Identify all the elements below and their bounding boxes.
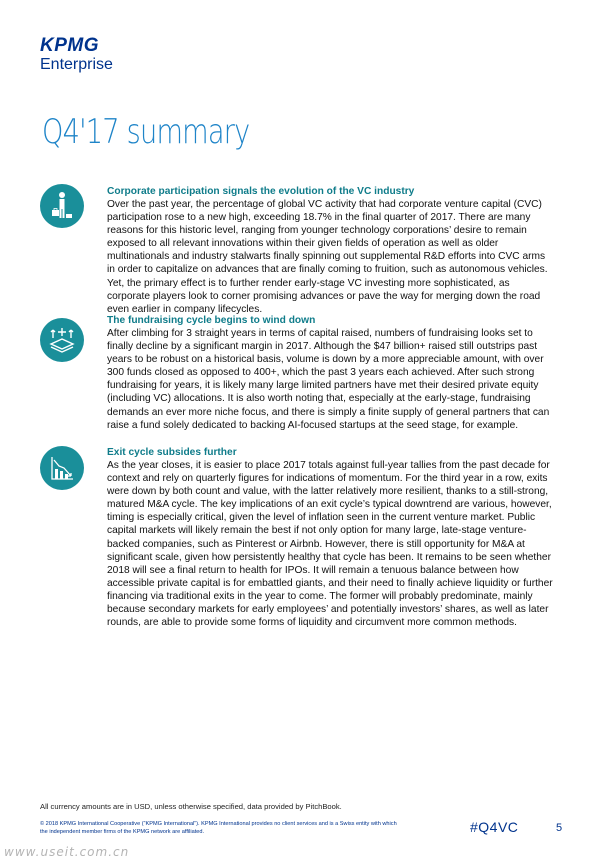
section-heading: Corporate participation signals the evolution of the VC industry	[107, 186, 415, 197]
money-stack-icon	[40, 318, 84, 362]
hashtag: #Q4VC	[470, 819, 519, 835]
page-number: 5	[556, 822, 563, 834]
declining-chart-icon	[40, 446, 84, 490]
section-heading: Exit cycle subsides further	[107, 447, 237, 458]
section-heading: The fundraising cycle begins to wind down	[107, 315, 316, 326]
logo-brand: KPMG	[40, 35, 99, 56]
section-corporate-participation	[107, 185, 555, 316]
footnote: All currency amounts are in USD, unless otherwise specified, data provided by PitchBook.	[40, 802, 342, 811]
page-title: Q4'17 summary	[42, 112, 250, 152]
section-body: Over the past year, the percentage of global VC activity that had corporate venture capital (CVC) participation rose to a new high, exceeding 18.7% in the final quarter of 2017. There are many reasons for this historic level, ranging from younger technology corporations’ desire to remain exposed to all relevant innovations within their given fields of operation as well as older multinationals and industry stalwarts finally spinning out supplemental R&D efforts into CVC arms in order to capitalize on advances that are finally coming to fruition, such as autonomous vehicles. Yet, the primary effect is to further render early-stage VC investing more sophisticated, as corporate players look to corner promising advances or pave the way for merging down the road even earlier in company lifecycles.	[107, 199, 548, 315]
section-fundraising-cycle	[107, 314, 555, 432]
logo-subtitle: Enterprise	[40, 56, 113, 73]
section-exit-cycle	[107, 446, 555, 629]
kpmg-logo	[40, 36, 113, 74]
section-body: As the year closes, it is easier to place 2017 totals against full-year tallies from the past decade for context and rely on quarterly figures for indications of momentum. For the third year in a row, exits were down by both count and value, with the latter relatively more resilient, thanks to a still-strong, matured M&A cycle. The key implications of an exit cycle’s typical downtrend are various, however, timing is especially critical, given the level of inflation seen in the current venture market. Public capital markets will likely remain the best if not only option for many large, late-stage venture-backed companies, such as Pinterest or Airbnb. However, there is still opportunity for M&A at significant scale, given how persistently healthy that cycle has been. It remains to be seen whether 2018 will see a final return to health for IPOs. It will remain a tenuous balance between how accessible private capital is for embattled giants, and their need to finally achieve liquidity or further financing via traditional exits in the year to come. The former will probably predominate, mainly because secondary markets for early employees’ and potentially investors’ shares, as well as later rounds, are able to provide some forms of liquidity and circumvent more common methods.	[107, 460, 553, 629]
watermark: www.useit.com.cn	[4, 845, 130, 859]
person-briefcase-icon	[40, 184, 84, 228]
legal-notice: © 2018 KPMG International Cooperative (“KPMG International”). KPMG International provides no client services and is a Swiss entity with which the independent member firms of the KPMG network are affiliated.	[40, 821, 397, 835]
section-body: After climbing for 3 straight years in terms of capital raised, numbers of fundraising looks set to finally decline by a significant margin in 2017. Although the $47 billion+ raised still outstrips past years to be robust on a historical basis, volume is down by a more appreciable amount, with over 300 funds closed as opposed to 400+, which the past 3 years each achieved. After such strong fundraising for years, it is likely many large limited partners have met their desired private equity (including VC) allocations. It is also worth noting that, especially at the early-stage, fundraising demands an ever more niche focus, and there is simply a finite supply of general partners that can raise a fund solely dedicated to backing AI-focused startups at the seed stage, for example.	[107, 328, 550, 431]
